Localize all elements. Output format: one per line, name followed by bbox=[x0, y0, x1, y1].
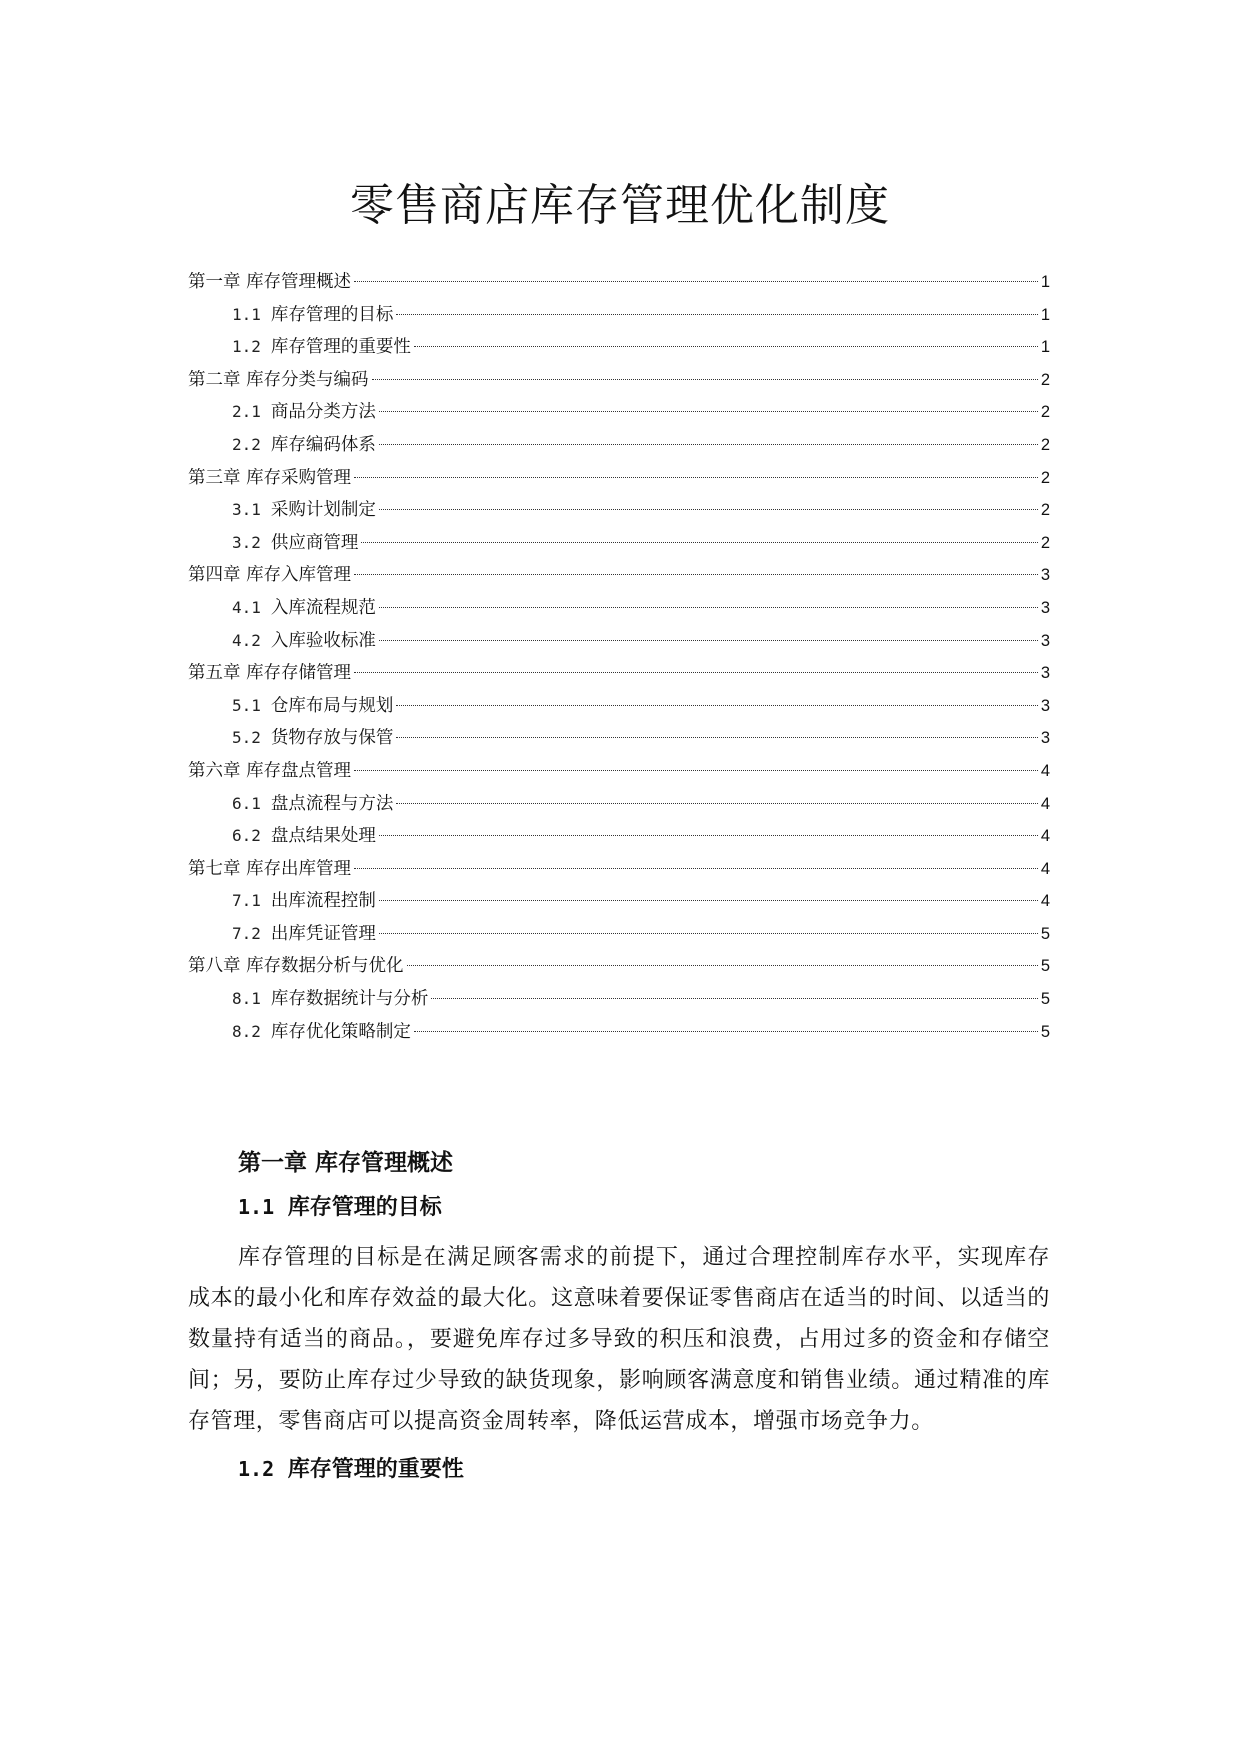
toc-entry-number: 6.2 bbox=[232, 826, 261, 846]
toc-entry[interactable] bbox=[188, 331, 1050, 364]
toc-entry-text: 库存管理的目标 bbox=[270, 304, 394, 325]
document-title: 零售商店库存管理优化制度 bbox=[350, 180, 890, 231]
toc-entry-number: 1.2 bbox=[232, 337, 261, 357]
toc-entry-text: 库存编码体系 bbox=[270, 434, 376, 455]
toc-entry-number: 2.1 bbox=[232, 402, 261, 422]
toc-dot-leader bbox=[396, 736, 1037, 738]
toc-dot-leader bbox=[379, 899, 1038, 901]
toc-page-number: 5 bbox=[1040, 924, 1050, 943]
toc-entry-number: 2.2 bbox=[232, 434, 261, 454]
toc-dot-leader bbox=[379, 443, 1038, 445]
toc-entry[interactable] bbox=[188, 755, 1050, 788]
toc-entry-text: 库存优化策略制定 bbox=[270, 1021, 411, 1042]
document-body bbox=[188, 1148, 1050, 1484]
toc-dot-leader bbox=[414, 345, 1038, 347]
toc-page-number: 4 bbox=[1040, 859, 1050, 878]
toc-page-number: 3 bbox=[1040, 664, 1050, 683]
toc-page-number: 3 bbox=[1040, 598, 1050, 617]
toc-dot-leader bbox=[372, 378, 1038, 380]
toc-page-number: 5 bbox=[1040, 1022, 1050, 1041]
section-number: 1.2 bbox=[238, 1457, 275, 1481]
toc-page-number: 4 bbox=[1040, 761, 1050, 780]
toc-entry-number: 8.1 bbox=[232, 989, 261, 1009]
toc-dot-leader bbox=[379, 410, 1038, 412]
toc-entry-text: 第四章 库存入库管理 bbox=[188, 565, 352, 586]
toc-entry[interactable] bbox=[188, 559, 1050, 592]
toc-page-number: 5 bbox=[1040, 990, 1050, 1009]
toc-page-number: 2 bbox=[1040, 533, 1050, 552]
toc-entry-text: 第六章 库存盘点管理 bbox=[188, 760, 352, 781]
toc-entry[interactable] bbox=[188, 462, 1050, 495]
toc-page-number: 2 bbox=[1040, 435, 1050, 454]
toc-page-number: 3 bbox=[1040, 566, 1050, 585]
toc-page-number: 2 bbox=[1040, 468, 1050, 487]
toc-entry[interactable] bbox=[188, 527, 1050, 560]
toc-entry-text: 第七章 库存出库管理 bbox=[188, 858, 352, 879]
toc-page-number: 1 bbox=[1040, 273, 1050, 291]
toc-page-number: 1 bbox=[1040, 338, 1050, 357]
toc-dot-leader bbox=[379, 508, 1038, 510]
toc-entry-number: 4.2 bbox=[232, 630, 261, 650]
toc-entry-text: 库存管理的重要性 bbox=[270, 337, 411, 358]
toc-page-number: 3 bbox=[1040, 729, 1050, 748]
toc-entry[interactable] bbox=[188, 429, 1050, 462]
toc-entry-number: 3.1 bbox=[232, 500, 261, 520]
toc-dot-leader bbox=[431, 997, 1037, 999]
toc-page-number: 2 bbox=[1040, 501, 1050, 520]
toc-dot-leader bbox=[396, 802, 1037, 804]
toc-page-number: 2 bbox=[1040, 403, 1050, 422]
toc-entry-number: 5.2 bbox=[232, 728, 261, 748]
toc-entry[interactable] bbox=[188, 722, 1050, 755]
toc-entry-text: 商品分类方法 bbox=[270, 402, 376, 423]
toc-dot-leader bbox=[361, 541, 1037, 543]
toc-entry-number: 1.1 bbox=[232, 304, 261, 324]
toc-entry-text: 出库凭证管理 bbox=[270, 923, 376, 944]
toc-dot-leader bbox=[354, 671, 1038, 673]
toc-entry-number: 4.1 bbox=[232, 597, 261, 617]
toc-dot-leader bbox=[396, 704, 1037, 706]
toc-entry[interactable] bbox=[188, 1016, 1050, 1049]
toc-dot-leader bbox=[379, 639, 1038, 641]
toc-dot-leader bbox=[379, 932, 1038, 934]
toc-page-number: 4 bbox=[1040, 827, 1050, 846]
section-title: 库存管理的重要性 bbox=[287, 1456, 464, 1482]
toc-dot-leader bbox=[379, 606, 1038, 608]
toc-entry-number: 8.2 bbox=[232, 1021, 261, 1041]
toc-entry-number: 3.2 bbox=[232, 532, 261, 552]
toc-entry[interactable] bbox=[188, 592, 1050, 625]
chapter-heading-text: 第一章 库存管理概述 bbox=[238, 1149, 454, 1176]
toc-entry[interactable] bbox=[188, 788, 1050, 821]
body-paragraph: 库存管理的目标是在满足顾客需求的前提下，通过合理控制库存水平，实现库存成本的最小化和库存效益的最大化。这意味着要保证零售商店在适当的时间、以适当的数量持有适当的商品。，要避免库存过多导致的积压和浪费，占用过多的资金和存储空间；另，要防止库存过少导致的缺货现象，影响顾客满意度和销售业绩。通过精准的库存管理，零售商店可以提高资金周转率，降低运营成本，增强市场竞争力。 bbox=[188, 1245, 1050, 1434]
toc-entry[interactable] bbox=[188, 494, 1050, 527]
toc-page-number: 1 bbox=[1040, 305, 1050, 324]
toc-entry-number: 5.1 bbox=[232, 695, 261, 715]
toc-entry-text: 出库流程控制 bbox=[270, 891, 376, 912]
section-heading bbox=[188, 1454, 1050, 1484]
toc-page-number: 3 bbox=[1040, 696, 1050, 715]
toc-dot-leader bbox=[379, 834, 1038, 836]
toc-dot-leader bbox=[354, 573, 1038, 575]
toc-entry-text: 第一章 库存管理概述 bbox=[188, 272, 352, 292]
toc-entry-text: 入库流程规范 bbox=[270, 597, 376, 618]
toc-entry[interactable] bbox=[188, 983, 1050, 1016]
toc-entry-number: 7.2 bbox=[232, 923, 261, 943]
toc-dot-leader bbox=[407, 964, 1038, 966]
table-of-contents bbox=[188, 266, 1050, 1048]
toc-page-number: 5 bbox=[1040, 957, 1050, 976]
toc-entry[interactable] bbox=[188, 690, 1050, 723]
section-heading bbox=[188, 1192, 1050, 1222]
toc-entry-text: 供应商管理 bbox=[270, 532, 359, 553]
toc-entry[interactable] bbox=[188, 820, 1050, 853]
toc-entry[interactable] bbox=[188, 657, 1050, 690]
toc-entry-text: 第三章 库存采购管理 bbox=[188, 467, 352, 488]
toc-dot-leader bbox=[354, 280, 1038, 282]
toc-entry-number: 7.1 bbox=[232, 891, 261, 911]
toc-dot-leader bbox=[414, 1030, 1038, 1032]
toc-entry[interactable] bbox=[188, 853, 1050, 886]
section-title: 库存管理的目标 bbox=[287, 1194, 442, 1220]
toc-dot-leader bbox=[396, 313, 1037, 315]
toc-dot-leader bbox=[354, 476, 1038, 478]
toc-entry-text: 第五章 库存存储管理 bbox=[188, 663, 352, 684]
toc-entry-text: 第二章 库存分类与编码 bbox=[188, 369, 369, 390]
toc-entry-text: 盘点结果处理 bbox=[270, 826, 376, 847]
toc-entry[interactable] bbox=[188, 266, 1050, 299]
toc-entry[interactable] bbox=[188, 299, 1050, 332]
section-number: 1.1 bbox=[238, 1195, 275, 1219]
toc-entry-text: 入库验收标准 bbox=[270, 630, 376, 651]
toc-page-number: 2 bbox=[1040, 370, 1050, 389]
toc-page-number: 3 bbox=[1040, 631, 1050, 650]
toc-dot-leader bbox=[354, 867, 1038, 869]
toc-page-number: 4 bbox=[1040, 794, 1050, 813]
toc-entry-text: 盘点流程与方法 bbox=[270, 793, 394, 814]
toc-entry-number: 6.1 bbox=[232, 793, 261, 813]
chapter-heading bbox=[188, 1148, 1050, 1178]
toc-entry[interactable] bbox=[188, 625, 1050, 658]
toc-entry[interactable] bbox=[188, 950, 1050, 983]
toc-entry-text: 货物存放与保管 bbox=[270, 728, 394, 749]
toc-entry-text: 库存数据统计与分析 bbox=[270, 989, 429, 1010]
toc-entry[interactable] bbox=[188, 885, 1050, 918]
toc-entry-text: 第八章 库存数据分析与优化 bbox=[188, 956, 404, 977]
toc-entry[interactable] bbox=[188, 396, 1050, 429]
toc-entry-text: 采购计划制定 bbox=[270, 500, 376, 521]
toc-page-number: 4 bbox=[1040, 892, 1050, 911]
toc-dot-leader bbox=[354, 769, 1038, 771]
toc-entry-text: 仓库布局与规划 bbox=[270, 695, 394, 716]
toc-entry[interactable] bbox=[188, 918, 1050, 951]
toc-entry[interactable] bbox=[188, 364, 1050, 397]
